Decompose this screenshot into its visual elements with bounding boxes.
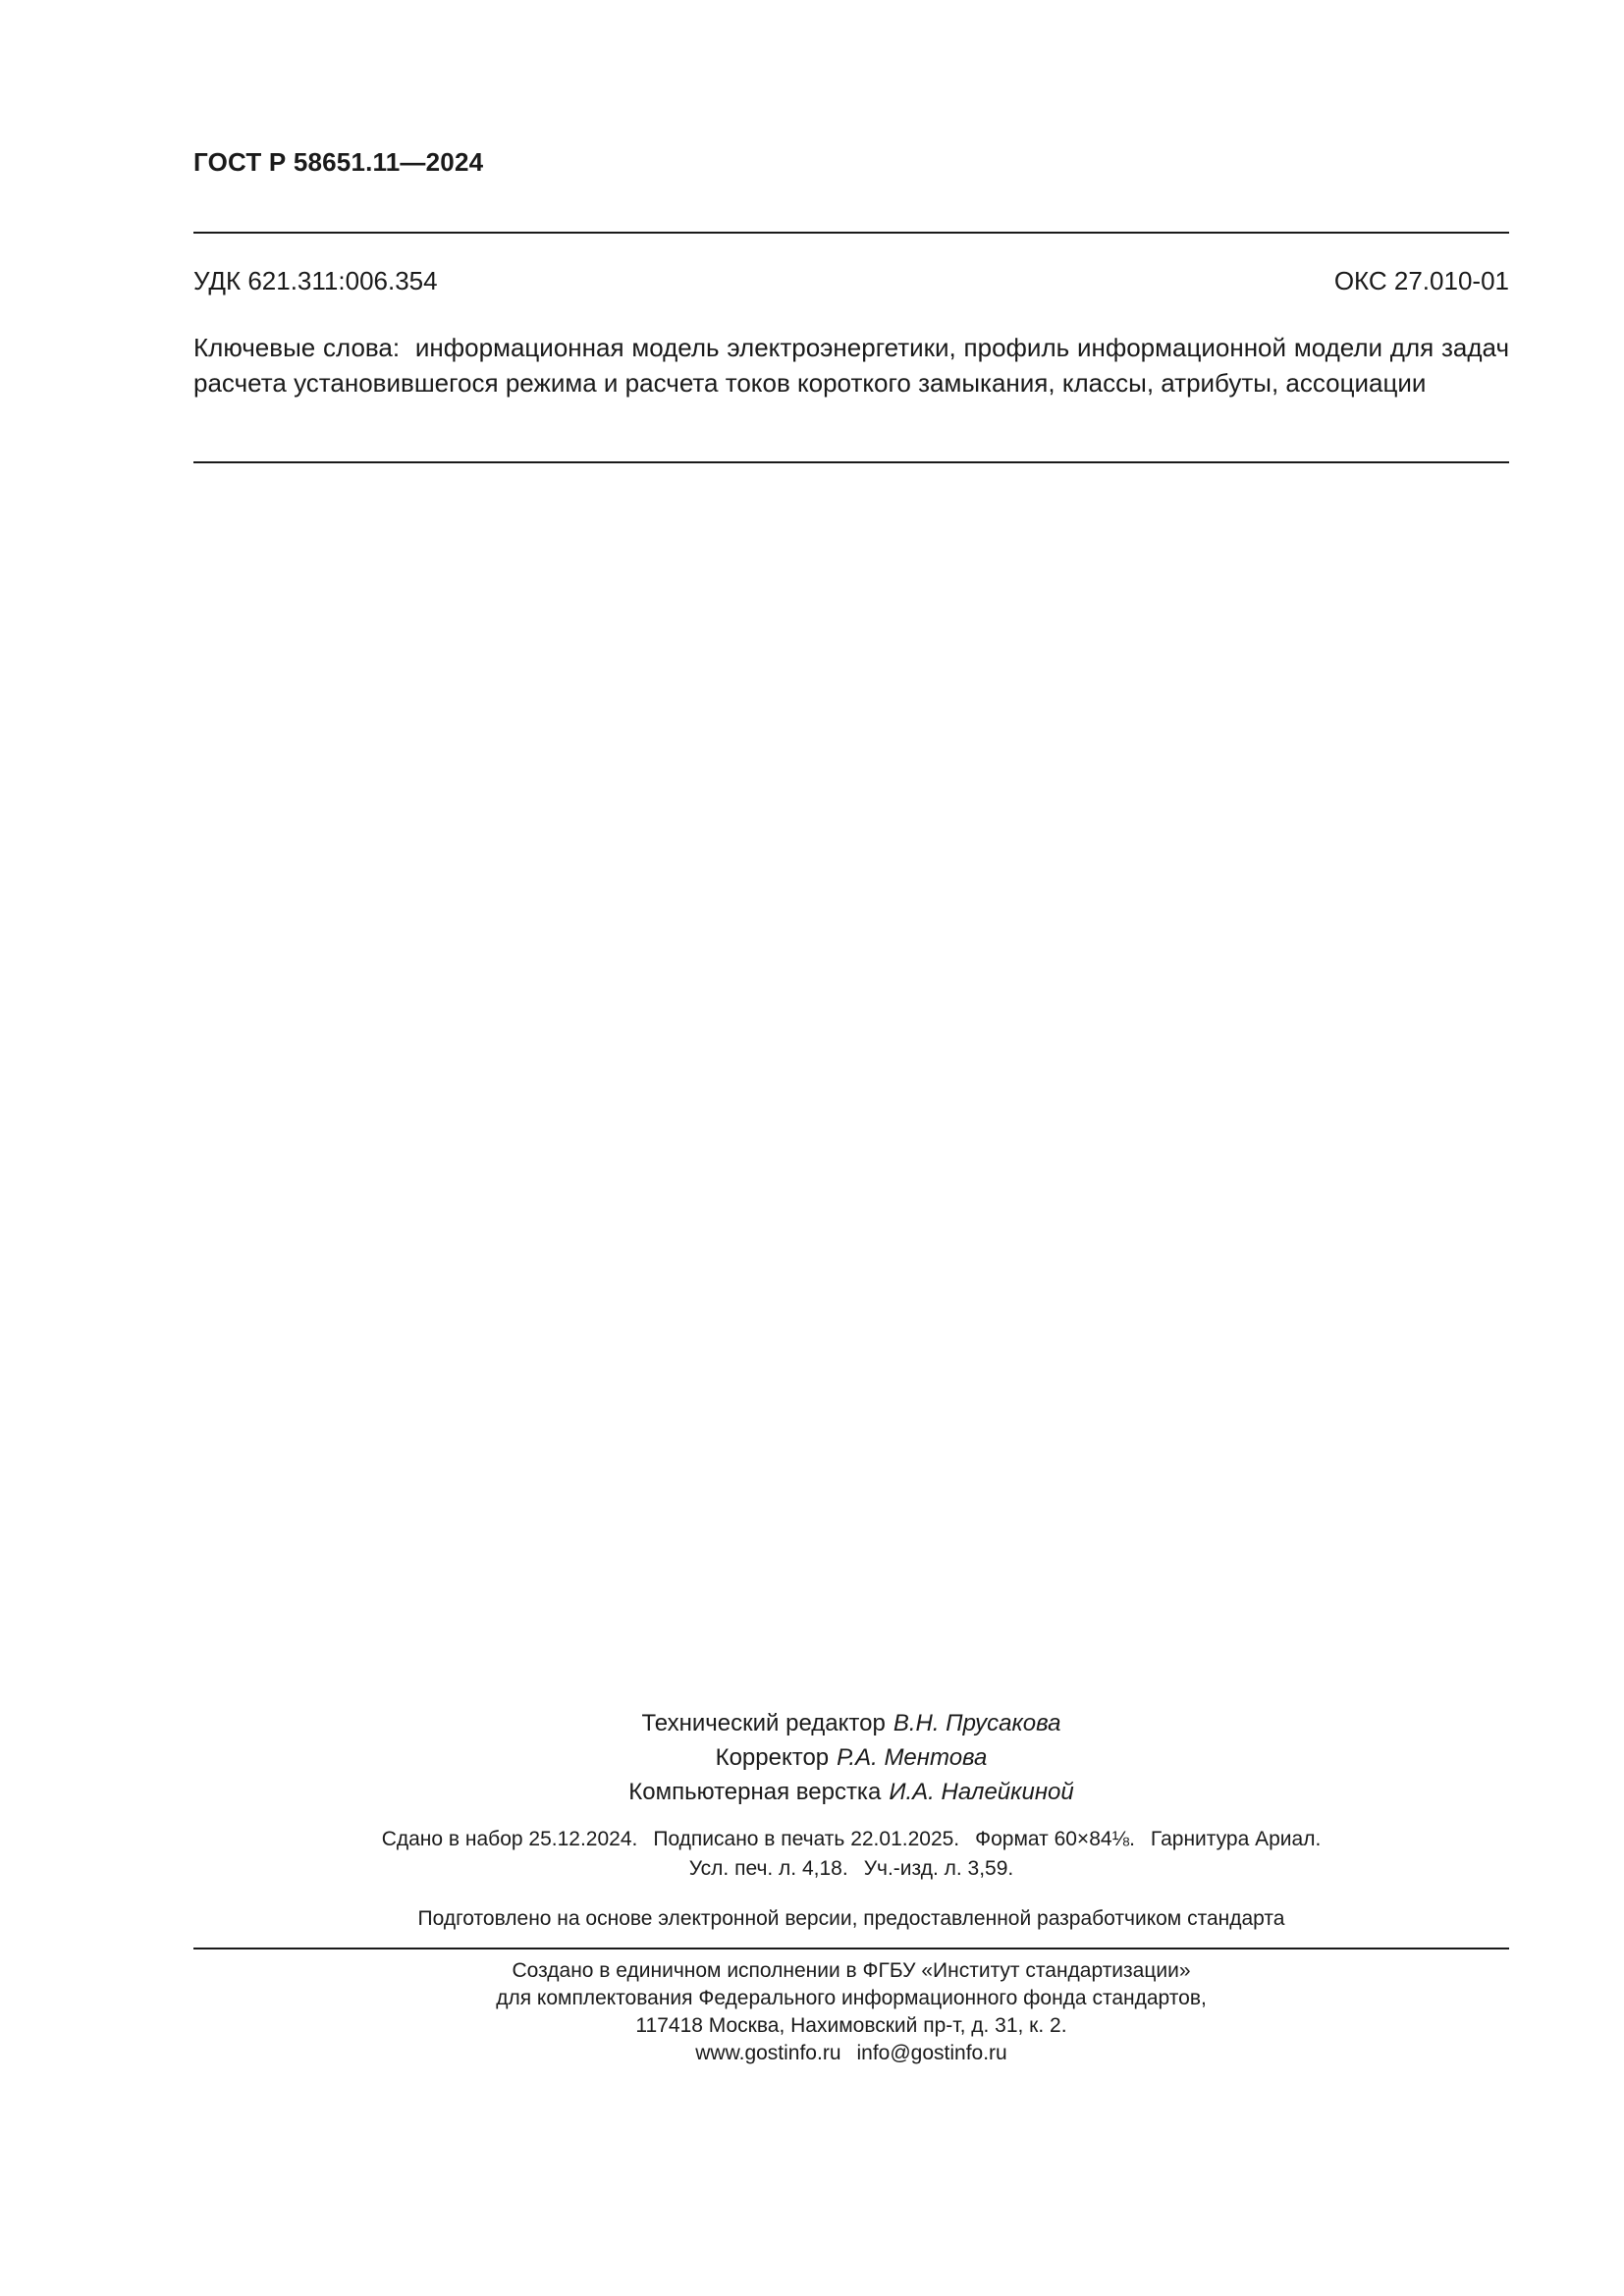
tech-editor-name: В.Н. Прусакова (893, 1710, 1061, 1736)
udk-code: УДК 621.311:006.354 (193, 266, 438, 295)
keywords-divider (193, 461, 1509, 463)
keywords-text: информационная модель электроэнергетики, профиль информационной модели для задач расчета установившегося режима и расчета токов короткого замыкания, классы, атрибуты, ассоциации (193, 333, 1509, 398)
print-info-block (193, 1825, 1509, 1884)
credits-block (193, 1706, 1509, 1809)
publisher-website[interactable]: www.gostinfo.ru (695, 2042, 841, 2064)
print-info-line-2 (193, 1854, 1509, 1884)
publisher-block (193, 1957, 1509, 2067)
publisher-line-2: для комплектования Федерального информационного фонда стандартов, (496, 1987, 1207, 2009)
oks-code: ОКС 27.010-01 (1333, 266, 1509, 295)
print-info-line-1 (193, 1825, 1509, 1854)
publisher-contacts (193, 2040, 1509, 2067)
corrector-role: Корректор (715, 1744, 830, 1771)
document-number: ГОСТ Р 58651.11—2024 (193, 147, 484, 177)
keywords-block (193, 330, 1509, 400)
classification-row (193, 266, 1509, 296)
publication-sheets: Уч.-изд. л. 3,59. (863, 1857, 1014, 1880)
typeface: Гарнитура Ариал. (1150, 1828, 1322, 1850)
publisher-email[interactable]: info@gostinfo.ru (856, 2042, 1007, 2064)
prepared-note: Подготовлено на основе электронной версии, предоставленной разработчиком стандарта (417, 1907, 1285, 1930)
corrector-name: Р.А. Ментова (837, 1744, 988, 1771)
tech-editor-line (193, 1706, 1509, 1740)
layout-role: Компьютерная верстка (628, 1779, 882, 1805)
print-sheets: Усл. печ. л. 4,18. (688, 1857, 848, 1880)
paper-format: Формат 60×84⅛. (975, 1828, 1135, 1850)
tech-editor-role: Технический редактор (641, 1710, 886, 1736)
layout-line (193, 1775, 1509, 1809)
keywords-label: Ключевые слова: (193, 333, 401, 362)
publisher-address: 117418 Москва, Нахимовский пр-т, д. 31, к. 2. (635, 2014, 1067, 2037)
signed-date: Подписано в печать 22.01.2025. (653, 1828, 960, 1850)
publisher-line-1: Создано в единичном исполнении в ФГБУ «Институт стандартизации» (512, 1959, 1191, 1982)
bottom-divider (193, 1948, 1509, 1949)
layout-name: И.А. Налейкиной (889, 1779, 1074, 1805)
corrector-line (193, 1740, 1509, 1775)
submitted-date: Сдано в набор 25.12.2024. (381, 1828, 638, 1850)
top-divider (193, 232, 1509, 234)
